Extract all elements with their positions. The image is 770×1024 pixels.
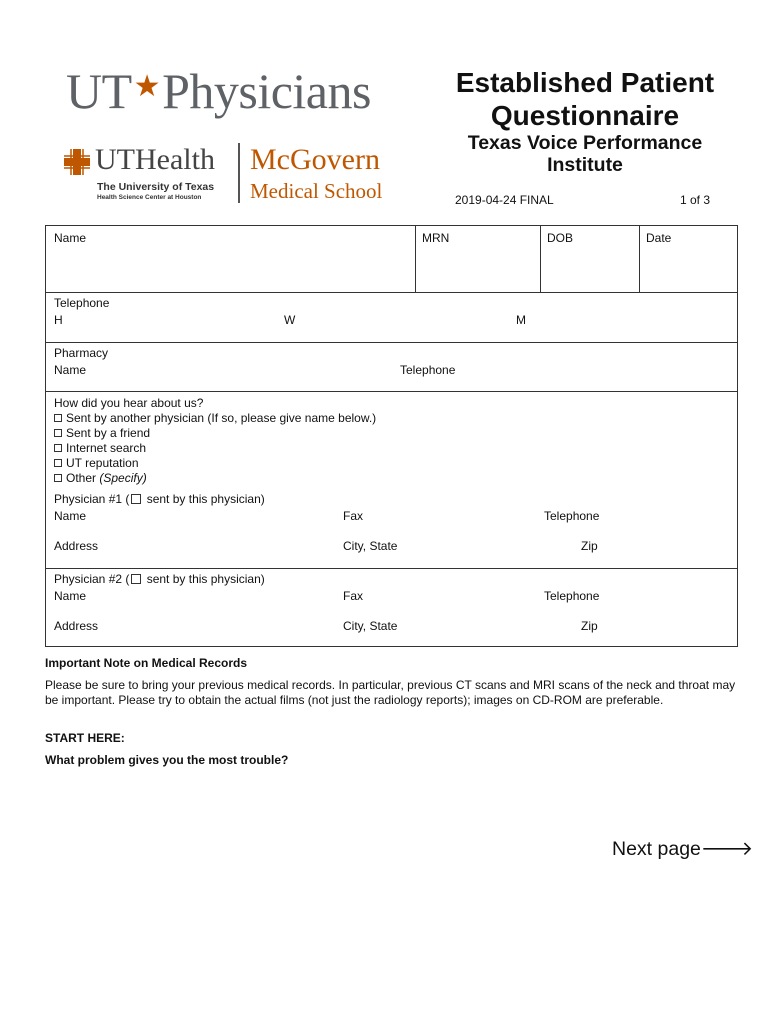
physician-2-name-field[interactable]: Name: [54, 589, 87, 603]
physician-2-address-field[interactable]: Address: [54, 619, 99, 633]
pharmacy-telephone-field[interactable]: Telephone: [400, 363, 456, 377]
physician-1-zip-field[interactable]: Zip: [581, 539, 598, 553]
physician-2-city-state-field[interactable]: City, State: [343, 619, 398, 633]
start-here-label: START HERE:: [45, 731, 125, 745]
physician-1-telephone-field[interactable]: Telephone: [544, 509, 600, 523]
row-divider: [46, 568, 737, 569]
uthealth-cross-icon: [62, 147, 92, 183]
uthealth-center-line: Health Science Center at Houston: [97, 194, 202, 201]
next-page-label: Next page: [612, 838, 701, 860]
referral-option-internet[interactable]: [54, 441, 146, 455]
physician-2-heading: [54, 572, 265, 586]
version-label: 2019-04-24 FINAL: [455, 193, 554, 207]
checkbox-icon[interactable]: [54, 474, 62, 482]
row-divider: [46, 391, 737, 392]
checkbox-icon[interactable]: [54, 414, 62, 422]
work-phone-field[interactable]: W: [284, 313, 296, 327]
physician-1-address-field[interactable]: Address: [54, 539, 99, 553]
referral-option-other[interactable]: [54, 471, 147, 485]
pharmacy-heading: Pharmacy: [54, 346, 109, 360]
telephone-heading: Telephone: [54, 296, 110, 310]
referral-option-physician[interactable]: [54, 411, 376, 425]
physician-1-city-state-field[interactable]: City, State: [343, 539, 398, 553]
specify-hint: (Specify): [99, 471, 147, 485]
referral-question: How did you hear about us?: [54, 396, 204, 410]
uthealth-wordmark: UTHealth: [95, 143, 215, 176]
name-field[interactable]: Name: [54, 231, 87, 245]
option-label: Sent by a friend: [66, 426, 151, 440]
logo-divider: [238, 143, 240, 203]
physicians-logo-text: Physicians: [162, 63, 371, 119]
physician-2-prefix: Physician #2 (: [54, 572, 130, 586]
option-label: Other: [66, 471, 97, 485]
dob-field[interactable]: DOB: [547, 231, 574, 245]
patient-info-form: [45, 225, 738, 647]
arrow-right-icon: 🡒: [700, 838, 754, 860]
physician-2-zip-field[interactable]: Zip: [581, 619, 598, 633]
uthealth-mcgovern-logo: [62, 143, 402, 205]
checkbox-icon[interactable]: [131, 574, 141, 584]
column-divider: [639, 226, 640, 292]
column-divider: [415, 226, 416, 292]
page-title: Established Patient Questionnaire: [455, 67, 715, 131]
mrn-field[interactable]: MRN: [422, 231, 450, 245]
date-field[interactable]: Date: [646, 231, 672, 245]
physician-2-telephone-field[interactable]: Telephone: [544, 589, 600, 603]
physician-2-suffix: sent by this physician): [143, 572, 265, 586]
next-page-link[interactable]: [612, 836, 753, 861]
referral-option-reputation[interactable]: [54, 456, 139, 470]
option-label: UT reputation: [66, 456, 139, 470]
physician-1-name-field[interactable]: Name: [54, 509, 87, 523]
row-divider: [46, 292, 737, 293]
checkbox-icon[interactable]: [54, 429, 62, 437]
home-phone-field[interactable]: H: [54, 313, 63, 327]
page-subtitle: Texas Voice Performance Institute: [467, 132, 703, 176]
ut-physicians-logo: [66, 63, 371, 119]
problem-question: What problem gives you the most trouble?: [45, 753, 289, 767]
column-divider: [540, 226, 541, 292]
checkbox-icon[interactable]: [54, 459, 62, 467]
option-label: Internet search: [66, 441, 147, 455]
mobile-phone-field[interactable]: M: [516, 313, 526, 327]
ut-logo-text: UT: [66, 63, 132, 119]
checkbox-icon[interactable]: [131, 494, 141, 504]
physician-2-fax-field[interactable]: Fax: [343, 589, 364, 603]
pharmacy-name-field[interactable]: Name: [54, 363, 87, 377]
physician-1-fax-field[interactable]: Fax: [343, 509, 364, 523]
checkbox-icon[interactable]: [54, 444, 62, 452]
star-icon: ★: [133, 70, 161, 103]
option-label: Sent by another physician (If so, please give name below.): [66, 411, 377, 425]
medical-records-note-body: Please be sure to bring your previous medical records. In particular, previous CT scans and MRI scans of the neck and throat may be important. Please try to obtain the actual films (not just the radiology reports); images on CD-ROM are preferable.: [45, 678, 736, 707]
physician-1-prefix: Physician #1 (: [54, 492, 130, 506]
medical-records-note-heading: Important Note on Medical Records: [45, 656, 248, 670]
medical-school-wordmark: Medical School: [250, 179, 383, 203]
physician-1-heading: [54, 492, 265, 506]
referral-option-friend[interactable]: [54, 426, 150, 440]
mcgovern-wordmark: McGovern: [250, 143, 380, 176]
page-number: 1 of 3: [680, 193, 711, 207]
uthealth-university-line: The University of Texas: [97, 181, 215, 193]
physician-1-suffix: sent by this physician): [143, 492, 265, 506]
row-divider: [46, 342, 737, 343]
